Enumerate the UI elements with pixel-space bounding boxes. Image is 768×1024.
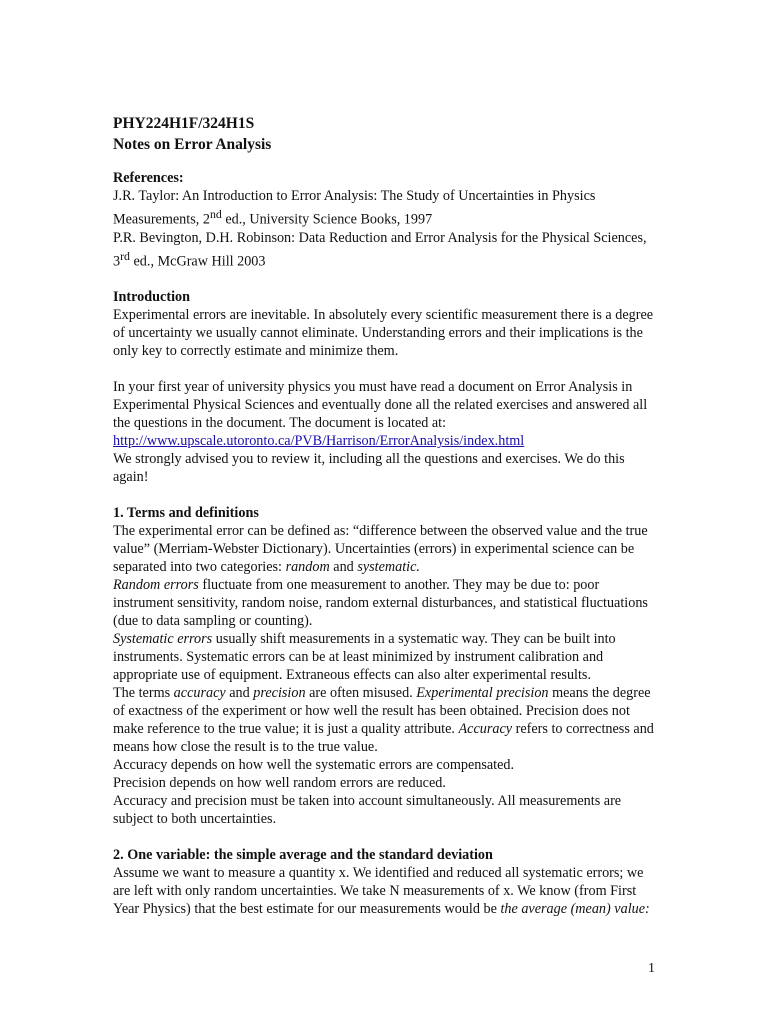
page-number: 1 (648, 961, 655, 976)
document-title: Notes on Error Analysis (113, 136, 272, 153)
error-analysis-link[interactable]: http://www.upscale.utoronto.ca/PVB/Harrison/ErrorAnalysis/index.html (113, 433, 525, 450)
references-heading: References: (113, 170, 184, 186)
course-code: PHY224H1F/324H1S (113, 115, 255, 132)
first-year-paragraph: In your first year of university physics you must have read a document on Error Analysis in Experimental Physical Sciences and eventually done all the related exercises and answered all the questions in the document. The document is located at: (113, 379, 648, 432)
document-page (113, 113, 658, 918)
measurement-paragraph: Assume we want to measure a quantity x. We identified and reduced all systematic errors; we are left with only random uncertainties. We take N measurements of x. We know (from First Year Physics) that the best estimate for our measurements would be the average (mean) value: (113, 865, 650, 918)
precision-line: Precision depends on how well random errors are reduced. (113, 775, 446, 792)
reference-taylor: J.R. Taylor: An Introduction to Error Analysis: The Study of Uncertainties in Physics Measurements, 2nd ed., University Science Books, 1997 (113, 188, 596, 228)
section1-heading: 1. Terms and definitions (113, 505, 259, 522)
error-definition-paragraph: The experimental error can be defined as: “difference between the observed value and the true value” (Merriam-Webster Dictionary). Uncertainties (errors) in experimental science can be separated into two categories: random and systematic. (113, 523, 648, 576)
review-paragraph: We strongly advised you to review it, including all the questions and exercises. We do this again! (113, 451, 625, 486)
section2-heading: 2. One variable: the simple average and the standard deviation (113, 847, 493, 864)
random-errors-paragraph: Random errors fluctuate from one measurement to another. They may be due to: poor instrument sensitivity, random noise, random external disturbances, and statistical fluctuations (due to data sampling or counting). (113, 577, 648, 630)
accuracy-line: Accuracy depends on how well the systematic errors are compensated. (113, 757, 515, 774)
introduction-paragraph: Experimental errors are inevitable. In absolutely every scientific measurement there is a degree of uncertainty we usually cannot eliminate. Understanding errors and their implications is the only key to correctly estimate and minimize them. (113, 307, 654, 360)
systematic-errors-paragraph: Systematic errors usually shift measurements in a systematic way. They can be built into instruments. Systematic errors can be at least minimized by instrument calibration and appropriate use of equipment. Extraneous effects can also alter experimental results. (113, 631, 616, 684)
introduction-heading: Introduction (113, 289, 190, 306)
simultaneous-paragraph: Accuracy and precision must be taken into account simultaneously. All measurements are subject to both uncertainties. (113, 793, 622, 828)
reference-bevington: P.R. Bevington, D.H. Robinson: Data Reduction and Error Analysis for the Physical Sciences, 3rd ed., McGraw Hill 2003 (113, 229, 647, 270)
accuracy-precision-paragraph: The terms accuracy and precision are often misused. Experimental precision means the degree of exactness of the experiment or how well the result has been obtained. Precision does not make reference to the true value; it is just a quality attribute. Accuracy refers to correctness and means how close the result is to the true value. (113, 685, 654, 756)
